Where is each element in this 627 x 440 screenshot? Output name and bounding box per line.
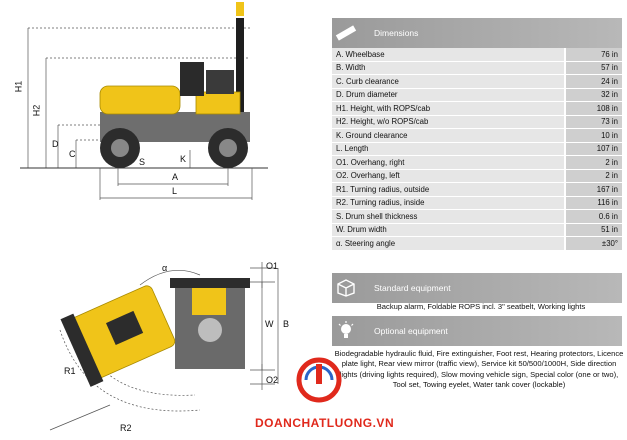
label-h2: H2 [31,104,42,117]
dimension-value: 57 in [565,61,622,75]
dimension-value: 32 in [565,88,622,102]
label-s: S [139,157,146,167]
optional-header [332,316,622,346]
dimension-value: ±30° [565,237,622,251]
dimension-row [332,237,622,251]
dimension-value: 24 in [565,75,622,89]
dimension-label: B. Width [332,61,565,75]
label-w: W [265,319,274,329]
dimensions-table [332,48,622,251]
label-b: B [283,319,290,329]
roller-top-body [60,278,250,387]
dimension-label: W. Drum width [332,223,565,237]
dimension-row [332,61,622,75]
label-alpha: α [162,263,168,273]
dimension-value: 108 in [565,102,622,116]
roller-side-body [100,2,250,168]
dimension-label: A. Wheelbase [332,48,565,61]
dimension-label: H1. Height, with ROPS/cab [332,102,565,116]
optional-title: Optional equipment [374,326,448,336]
dimension-label: O2. Overhang, left [332,169,565,183]
dimension-row [332,223,622,237]
dimension-value: 10 in [565,129,622,143]
dimension-label: L. Length [332,142,565,156]
label-c: C [69,149,76,159]
dimension-value: 107 in [565,142,622,156]
dimensions-header [332,18,622,48]
dimension-value: 76 in [565,48,622,61]
label-r1: R1 [64,366,76,376]
ruler-icon [332,18,360,48]
dimension-value: 51 in [565,223,622,237]
package-icon [332,273,360,303]
label-d: D [52,139,59,149]
dimension-value: 2 in [565,156,622,170]
dimension-row [332,156,622,170]
dimension-row [332,88,622,102]
dimension-label: K. Ground clearance [332,129,565,143]
dimension-label: R2. Turning radius, inside [332,196,565,210]
label-a: A [172,172,179,182]
dimension-value: 0.6 in [565,210,622,224]
dimension-label: C. Curb clearance [332,75,565,89]
label-l: L [172,186,178,196]
dimension-label: H2. Height, w/o ROPS/cab [332,115,565,129]
dimension-value: 73 in [565,115,622,129]
dimension-value: 167 in [565,183,622,197]
optional-text: Biodegradable hydraulic fluid, Fire extinguisher, Foot rest, Hearing protectors, Licence plate light, Rear view mirror (traffic view), Service kit 50/500/1000H, Side direction lights (driving lights required), Slow moving vehicle sign, Special color (one or two), Tool set, Towing eyelet, Water tank cover (lockable) [334,349,624,389]
standard-text: Backup alarm, Foldable ROPS incl. 3" seatbelt, Working lights [376,302,586,311]
dimension-row [332,115,622,129]
dimension-label: D. Drum diameter [332,88,565,102]
label-o2: O2 [266,375,279,385]
spec-panel [332,0,627,435]
dimension-row [332,210,622,224]
dimension-value: 116 in [565,196,622,210]
dimension-label: α. Steering angle [332,237,565,251]
dimension-row [332,183,622,197]
dimension-value: 2 in [565,169,622,183]
label-k: K [180,154,187,164]
standard-header [332,273,622,303]
dimension-label: S. Drum shell thickness [332,210,565,224]
label-o1: O1 [266,261,279,271]
dimensions-title: Dimensions [374,28,419,38]
dimension-label: O1. Overhang, right [332,156,565,170]
label-r2: R2 [120,423,132,433]
dimension-row [332,102,622,116]
dimension-row [332,129,622,143]
dimension-row [332,48,622,61]
watermark-text: DOANCHATLUONG.VN [255,416,395,430]
label-h1: H1 [13,80,24,93]
standard-title: Standard equipment [374,283,451,293]
dimension-row [332,196,622,210]
dimension-row [332,142,622,156]
lightbulb-icon [332,316,360,346]
dimension-label: R1. Turning radius, outside [332,183,565,197]
dimension-row [332,75,622,89]
dimension-row [332,169,622,183]
watermark-logo-icon [296,352,342,408]
